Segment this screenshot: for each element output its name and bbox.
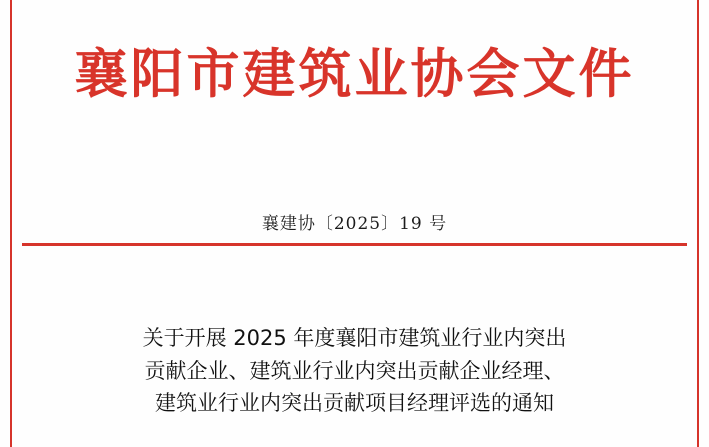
document-number: 襄建协〔2025〕19 号 bbox=[261, 214, 448, 234]
body-title-line-3: 建筑业行业内突出贡献项目经理评选的通知 bbox=[155, 391, 554, 416]
body-title-line-1: 关于开展 2025 年度襄阳市建筑业行业内突出 bbox=[142, 326, 567, 350]
document-body-title bbox=[58, 322, 651, 420]
body-title-line-2: 贡献企业、建筑业行业内突出贡献企业经理、 bbox=[144, 358, 565, 383]
header-separator-rule bbox=[22, 243, 687, 246]
document-header-title: 襄阳市建筑业协会文件 bbox=[74, 43, 635, 105]
